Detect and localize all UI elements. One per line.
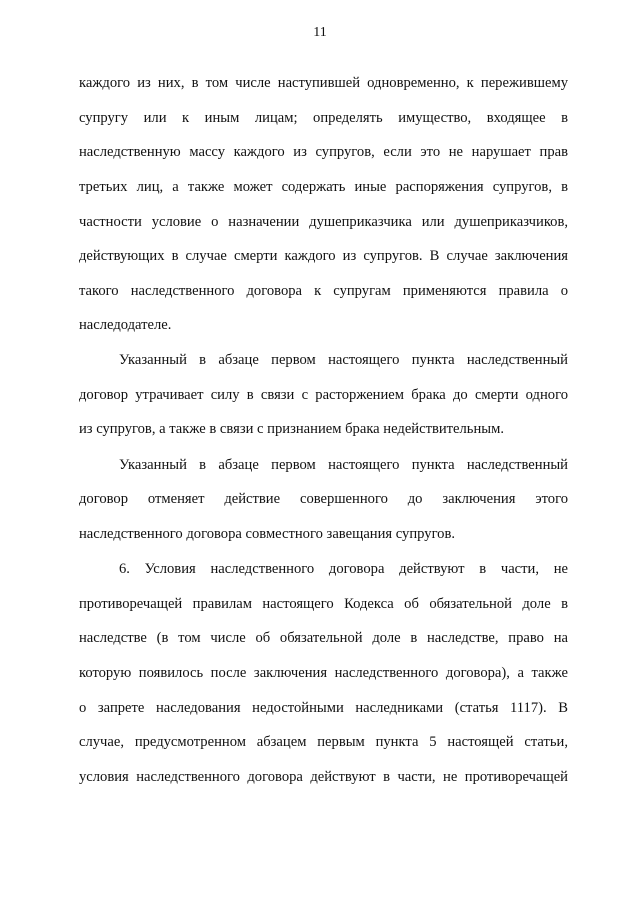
text-line: наследстве (в том числе об обязательной доле в наследстве, право на [79,630,568,646]
text-line: Указанный в абзаце первом настоящего пункта наследственный [119,457,568,473]
text-line: договор утрачивает силу в связи с расторжением брака до смерти одного [79,387,568,403]
text-line: такого наследственного договора к супругам применяются правила о [79,283,568,299]
text-line: наследственного договора совместного завещания супругов. [79,526,456,542]
text-line: 6. Условия наследственного договора действуют в части, не [119,561,568,577]
text-line: которую появилось после заключения наследственного договора), а также [79,665,568,681]
text-line: Указанный в абзаце первом настоящего пункта наследственный [119,352,568,368]
text-line: случае, предусмотренном абзацем первым пункта 5 настоящей статьи, [79,734,568,750]
page-number: 11 [313,25,327,40]
text-line: третьих лиц, а также может содержать иные распоряжения супругов, в [79,179,568,195]
text-line: каждого из них, в том числе наступившей одновременно, к пережившему [79,75,568,91]
text-line: действующих в случае смерти каждого из супругов. В случае заключения [79,248,568,264]
text-line: наследодателе. [79,317,172,333]
text-line: наследственную массу каждого из супругов, если это не нарушает прав [79,144,568,160]
text-line: из супругов, а также в связи с признанием брака недействительным. [79,421,504,437]
text-line: частности условие о назначении душеприказчика или душеприказчиков, [79,214,568,230]
text-line: договор отменяет действие совершенного до заключения этого [79,491,568,507]
text-line: противоречащей правилам настоящего Кодекса об обязательной доле в [79,596,568,612]
text-line: супругу или к иным лицам; определять имущество, входящее в [79,110,568,126]
text-line: условия наследственного договора действуют в части, не противоречащей [79,769,568,785]
text-line: о запрете наследования недостойными наследниками (статья 1117). В [79,700,568,716]
